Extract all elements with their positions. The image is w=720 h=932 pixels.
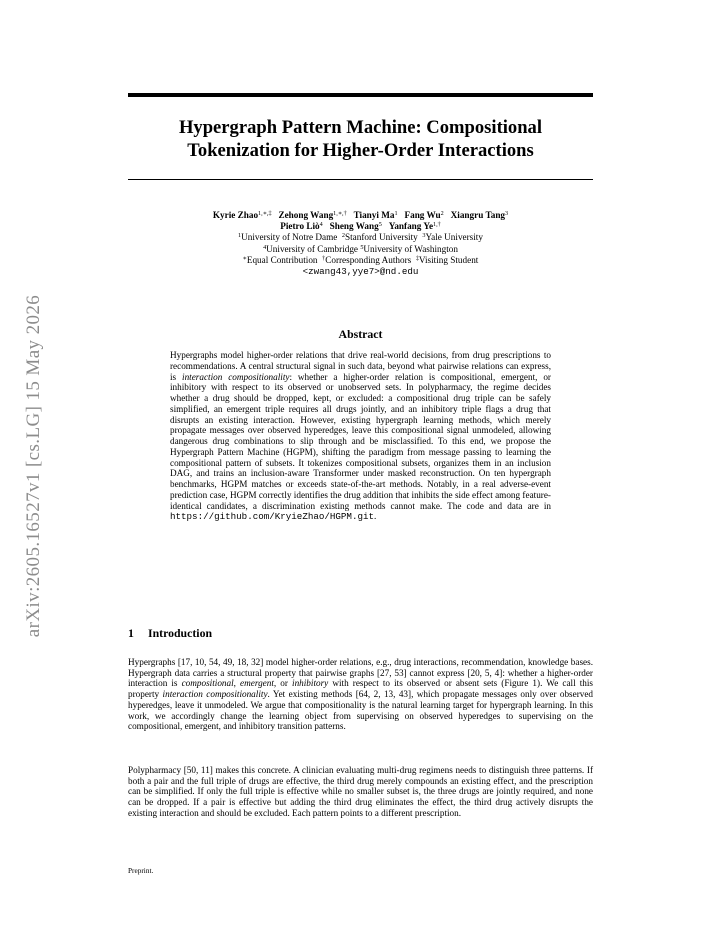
body-text: , or	[273, 678, 293, 689]
abstract-heading: Abstract	[338, 327, 383, 341]
author-name: Kyrie Zhao	[212, 210, 259, 220]
affiliation-mark: 3	[422, 232, 426, 240]
abstract-emphasis: interaction compositionality	[182, 371, 290, 382]
contribution-notes	[128, 255, 593, 266]
author-line-1	[128, 210, 593, 221]
body-emphasis: inhibitory	[292, 678, 329, 689]
note: Corresponding Authors	[325, 254, 412, 265]
section-heading-introduction	[128, 626, 212, 641]
author-name: Sheng Wang	[329, 221, 379, 232]
body-text: Hypergraphs [17, 10, 54, 49, 18, 32] model higher-order relations, e.g., drug interactions, recommendation, knowledge bases. Hypergraph data carries a structural property that pairwise graphs [27, 53] cannot express [20, 5, 4]: whether a higher-order interaction is	[128, 657, 593, 689]
note-mark: ∗	[242, 254, 247, 262]
affiliation-mark: 4	[263, 243, 267, 251]
section-number: 1	[128, 626, 134, 640]
abstract-text: .	[374, 511, 377, 522]
affiliation: Yale University	[425, 232, 483, 243]
footer-preprint: Preprint.	[128, 866, 154, 875]
code-link[interactable]: https://github.com/KryieZhao/HGPM.git	[170, 511, 374, 523]
author-name: Fang Wu	[404, 210, 441, 220]
arxiv-stamp-text: arXiv:2605.16527v1 [cs.LG] 15 May 2026	[23, 294, 44, 638]
author-mark: 2	[440, 210, 444, 217]
note-mark: †	[322, 254, 326, 262]
title-top-rule	[128, 93, 593, 97]
body-emphasis: emergent	[240, 678, 274, 689]
body-emphasis: interaction compositionality	[162, 689, 268, 700]
author-mark: 1,∗,†	[333, 210, 347, 217]
author-line-2	[128, 221, 593, 232]
abstract-body	[170, 350, 551, 523]
author-name: Tianyi Ma	[353, 210, 395, 220]
abstract-text: : whether a higher-order relation is compositional, emergent, or inhibitory with respect to its observed or unobserved sets. In polypharmacy, the regime decides whether a drug should be dropped, kept, or excluded: a compositional drug triple can be safely simplified, an emergent triple requires all drugs jointly, and an inhibitory triple flags a drug that disrupts an existing interaction. However, existing hypergraph learning methods, which merely propagate messages over observed hyperedges, leave this compositional signal unmodeled, allowing dangerous drug combinations to slip through and be misclassified. To this end, we propose the Hypergraph Pattern Machine (HGPM), shifting the paradigm from message passing to learning the compositional pattern of subsets. It tokenizes compositional subsets, organizes them in an inclusion DAG, and trains an inclusion-aware Transformer under masked reconstruction. On ten hypergraph benchmarks, HGPM matches or exceeds state-of-the-art methods. Notably, in a real adverse-event prediction case, HGPM correctly identifies the drug addition that inhibits the side effect among feature-identical candidates, a discrimination existing methods cannot make. The code and data are in	[170, 371, 551, 511]
affiliation-mark: 1	[238, 232, 242, 240]
body-emphasis: compositional	[181, 678, 234, 689]
affiliation-line-1	[128, 232, 593, 243]
affiliation-line-2	[128, 244, 593, 255]
intro-paragraph-1	[128, 657, 593, 732]
affiliation: Stanford University	[345, 232, 418, 243]
note-mark: ‡	[415, 254, 419, 262]
title-bottom-rule	[128, 179, 593, 180]
author-mark: 4	[319, 221, 323, 229]
author-mark: 1	[394, 210, 398, 217]
affiliation: University of Notre Dame	[241, 232, 338, 243]
affiliation: University of Washington	[363, 243, 458, 254]
author-name: Yanfang Ye	[388, 221, 434, 232]
body-text: . Yet existing methods [64, 2, 13, 43], which propagate messages only over observed hyperedges, leave it unmodeled. We argue that compositionality is the natural learning target for hypergraph learning. In this work, we accordingly change the learning object from supervising on observed hyperedges to supervising on the compositional, emergent, and inhibitory transition patterns.	[128, 689, 594, 732]
section-title: Introduction	[148, 626, 213, 640]
author-mark: 1,†	[433, 221, 441, 229]
body-text: ,	[233, 678, 241, 689]
affiliation: University of Cambridge	[266, 243, 359, 254]
title-line-2: Tokenization for Higher-Order Interactions	[187, 140, 534, 161]
author-name: Xiangru Tang	[450, 210, 506, 220]
author-name: Zehong Wang	[278, 210, 334, 220]
abstract-text: Hypergraphs model higher-order relations that drive real-world decisions, from drug prescriptions to recommendations. A central structural signal in such data, beyond what pairwise relations can express, is	[170, 350, 551, 382]
title-line-1: Hypergraph Pattern Machine: Compositional	[178, 117, 543, 138]
affiliation-mark: 2	[341, 232, 346, 240]
body-text: with respect to its observed or absent sets (Figure 1). We call this property	[128, 678, 593, 700]
author-name: Pietro Liò	[280, 221, 320, 232]
note: Equal Contribution	[246, 254, 318, 265]
contact-email: <zwang43,yye7>@nd.edu	[302, 266, 419, 278]
author-mark: 1,∗,‡	[258, 210, 272, 217]
author-block	[128, 210, 593, 277]
affiliation-mark: 5	[360, 243, 364, 251]
author-mark: 3	[505, 210, 509, 217]
note: Visiting Student	[418, 254, 479, 265]
intro-paragraph-2: Polypharmacy [50, 11] makes this concrete. A clinician evaluating multi-drug regimens needs to distinguish three patterns. If both a pair and the full triple of drugs are effective, the third drug merely compounds an existing effect, and the prescription can be simplified. If only the full triple is effective while no smaller subset is, the three drugs are jointly required, and none can be dropped. If a pair is effective but adding the third drug eliminates the effect, the third drug actively disrupts the existing interaction and should be excluded. Each pattern points to a different prescription.	[128, 765, 593, 818]
paper-title	[128, 116, 593, 162]
author-mark: 5	[378, 221, 382, 229]
